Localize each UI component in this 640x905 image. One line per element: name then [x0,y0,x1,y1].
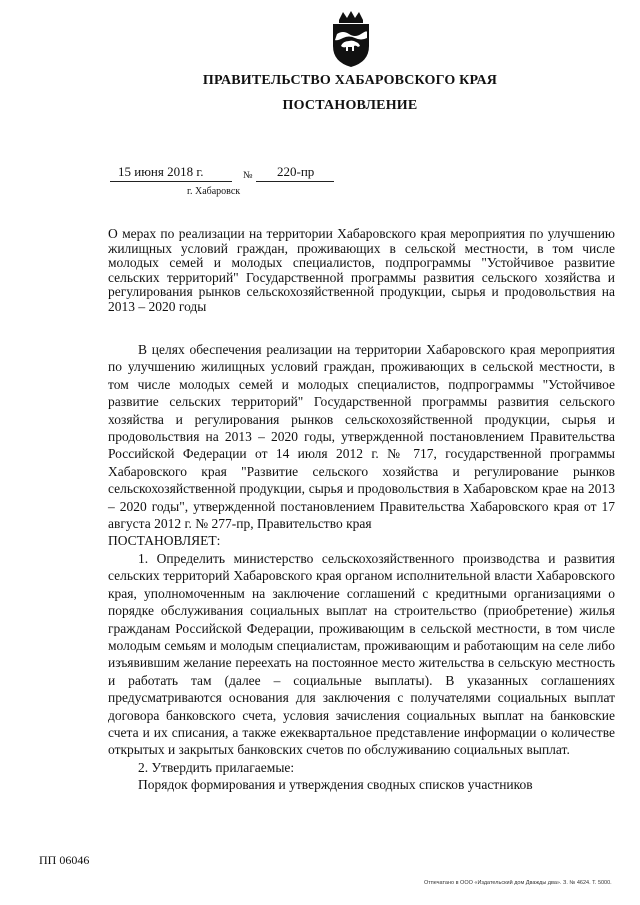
city: г. Хабаровск [187,186,241,197]
coat-of-arms-icon [329,10,373,68]
government-name: ПРАВИТЕЛЬСТВО ХАБАРОВСКОГО КРАЯ [202,73,498,88]
preamble: В целях обеспечения реализации на территории Хабаровского края мероприятия по улучшению жилищных условий граждан, проживающих в сельской местности, в том числе молодых семей и молодых специалистов, подпрограммы "Устойчивое развитие сельских территорий" Государственной программы развития сельского хозяйства и регулирования рынков сельскохозяйственной продукции, сырья и продовольствия на 2013 – 2020 годы, утвержденной постановлением Правительства Российской Федерации от 14 июля 2012 г. № 717, государственной программы Хабаровского края "Развитие сельского хозяйства и регулирование рынков сельскохозяйственной продукции, сырья и продовольствия в Хабаровском крае на 2013 – 2020 годы", утвержденной постановлением Правительства Хабаровского края от 17 августа 2012 г. № 277-пр, Правительство края [108,342,615,532]
document-code: ПП 06046 [39,853,90,867]
decree-keyword: ПОСТАНОВЛЯЕТ: [108,533,221,549]
decree-date: 15 июня 2018 г. [118,164,204,179]
decree-subject: О мерах по реализации на территории Хабаровского края мероприятия по улучшению жилищных условий граждан, проживающих в сельской местности, в том числе молодых семей и молодых специалистов, подпрограммы "Устойчивое развитие сельских территорий" Государственной программы развития сельского хозяйства и регулирования рынков сельскохозяйственной продукции, сырья и продовольствия на 2013 – 2020 годы [108,226,615,314]
number-sign: № [243,170,253,181]
decree-number: 220-пр [277,164,315,179]
print-note: Отпечатано в ООО «Издательский дом Дважды два». З. № 4624. Т. 5000. [424,880,612,886]
document-type: ПОСТАНОВЛЕНИЕ [282,98,418,113]
item-2-1: Порядок формирования и утверждения сводных списков участников [138,777,533,793]
decree-body [108,341,615,794]
date-underline [110,181,232,182]
item-1: 1. Определить министерство сельскохозяйственного производства и развития сельских территорий Хабаровского края органом исполнительной власти Хабаровского края, уполномоченным на заключение соглашений с кредитными организациями о порядке обслуживания социальных выплат на строительство (приобретение) жилья гражданам Российской Федерации, проживающим в сельской местности, в том числе молодым семьям и молодым специалистам, проживающим и работающим на селе либо изъявившим желание переехать на постоянное место жительства в сельскую местность и работать там (далее – социальные выплаты). В указанных соглашениях предусматриваются основания для заключения с получателями социальных выплат договора банковского счета, условия зачисления социальных выплат на банковские счета и их списания, а также ежеквартальное представление информации о количестве открытых и закрытых банковских счетов по обслуживанию социальных выплат. [108,550,615,758]
item-2: 2. Утвердить прилагаемые: [138,759,295,775]
number-underline [256,181,334,182]
